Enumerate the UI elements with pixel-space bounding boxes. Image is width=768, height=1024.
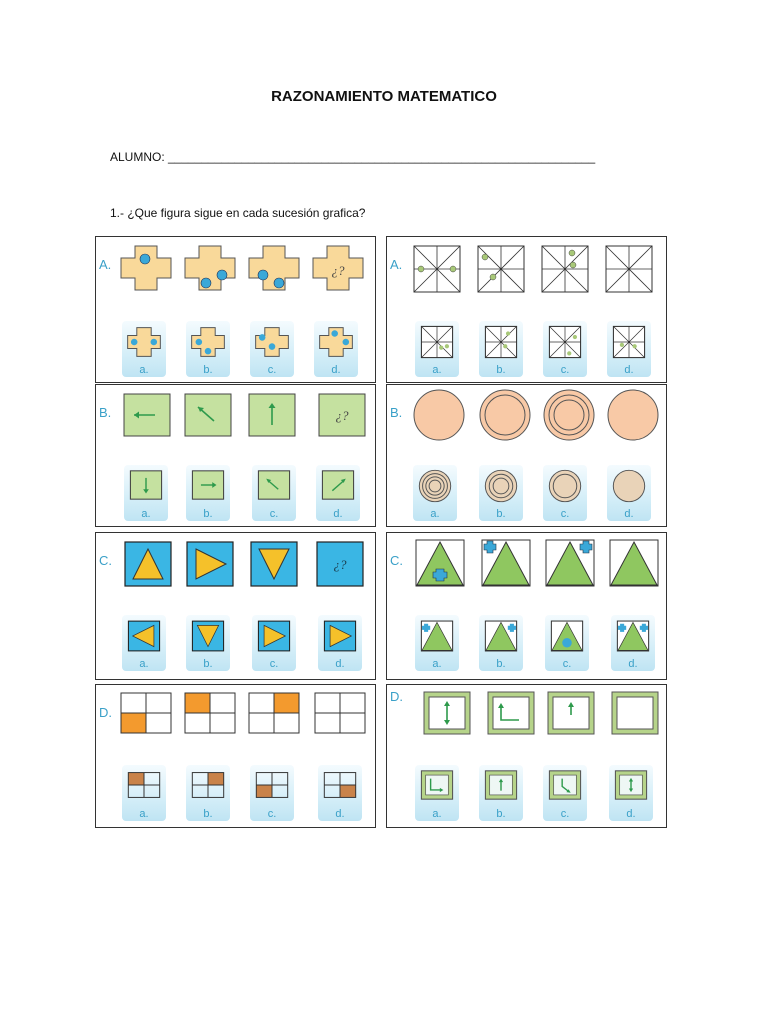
sequence-figure-1 [120, 245, 172, 291]
option-label: a. [430, 508, 440, 520]
sequence-figure-2 [184, 393, 232, 437]
sequence-figure-unknown [314, 692, 366, 734]
question-mark: ¿? [331, 263, 345, 278]
sequence-figure-3 [248, 393, 296, 437]
option-label: d. [624, 364, 634, 376]
option-c[interactable] [250, 321, 294, 377]
panel-right-b [386, 384, 667, 527]
option-a[interactable] [122, 765, 166, 821]
option-label: b. [203, 364, 213, 376]
panel-left-b [95, 384, 376, 527]
option-b[interactable] [186, 615, 230, 671]
option-label: d. [624, 508, 634, 520]
option-c[interactable] [545, 615, 589, 671]
sequence-figure-1 [415, 539, 465, 587]
sequence-figure-2 [184, 245, 236, 291]
panel-right-d [386, 684, 667, 828]
option-label: c. [267, 364, 277, 376]
question-mark: ¿? [335, 408, 349, 423]
sequence-figure-1 [413, 389, 465, 441]
option-a[interactable] [124, 465, 168, 521]
option-a[interactable] [122, 321, 166, 377]
option-d[interactable] [318, 615, 362, 671]
option-a[interactable] [122, 615, 166, 671]
sequence-figure-2 [487, 691, 535, 735]
option-label: a. [432, 364, 442, 376]
panel-label: A. [390, 257, 403, 272]
panel-left-c [95, 532, 376, 680]
option-label: d. [628, 658, 638, 670]
panel-left-d [95, 684, 376, 828]
panel-label: C. [99, 553, 112, 568]
panel-label: C. [390, 553, 403, 568]
question-1: 1.- ¿Que figura sigue en cada sucesión grafica? [110, 206, 366, 220]
option-label: c. [560, 364, 570, 376]
panel-right-a [386, 236, 667, 383]
sequence-figure-3 [541, 245, 589, 293]
option-label: c. [560, 508, 570, 520]
panel-label: D. [99, 705, 112, 720]
option-label: b. [203, 658, 213, 670]
option-a[interactable] [415, 765, 459, 821]
option-label: a. [141, 508, 151, 520]
option-b[interactable] [479, 321, 523, 377]
panel-label: D. [390, 689, 403, 704]
option-d[interactable] [607, 465, 651, 521]
option-label: b. [496, 808, 506, 820]
option-label: c. [562, 658, 572, 670]
option-d[interactable] [314, 321, 358, 377]
option-c[interactable] [543, 765, 587, 821]
sequence-figure-unknown [607, 389, 659, 441]
option-label: b. [203, 808, 213, 820]
sequence-figure-3 [545, 539, 595, 587]
option-a[interactable] [415, 321, 459, 377]
option-label: b. [496, 508, 506, 520]
student-name-line: ALUMNO: ________________________________________________________________ [110, 150, 596, 164]
sequence-figure-3 [547, 691, 595, 735]
sequence-figure-2 [481, 539, 531, 587]
option-d[interactable] [316, 465, 360, 521]
question-mark: ¿? [333, 557, 347, 572]
option-d[interactable] [318, 765, 362, 821]
option-a[interactable] [413, 465, 457, 521]
sequence-figure-3 [248, 245, 300, 291]
option-label: d. [626, 808, 636, 820]
option-label: c. [267, 808, 277, 820]
option-c[interactable] [543, 465, 587, 521]
option-label: b. [496, 364, 506, 376]
sequence-figure-2 [477, 245, 525, 293]
option-label: a. [139, 658, 149, 670]
sequence-figure-unknown [609, 539, 659, 587]
option-b[interactable] [479, 615, 523, 671]
option-b[interactable] [186, 765, 230, 821]
option-label: a. [139, 364, 149, 376]
option-c[interactable] [543, 321, 587, 377]
sequence-figure-3 [250, 541, 298, 587]
option-label: d. [335, 808, 345, 820]
panel-left-a [95, 236, 376, 383]
option-label: c. [269, 508, 279, 520]
panel-label: B. [390, 405, 403, 420]
sequence-figure-1 [123, 393, 171, 437]
sequence-figure-unknown [316, 541, 364, 587]
option-c[interactable] [252, 615, 296, 671]
option-d[interactable] [611, 615, 655, 671]
sequence-figure-2 [479, 389, 531, 441]
option-label: b. [203, 508, 213, 520]
option-label: a. [432, 658, 442, 670]
option-label: d. [333, 508, 343, 520]
page-title: RAZONAMIENTO MATEMATICO [271, 88, 497, 105]
option-c[interactable] [252, 465, 296, 521]
sequence-figure-3 [248, 692, 300, 734]
option-label: b. [496, 658, 506, 670]
sequence-figure-unknown [611, 691, 659, 735]
option-c[interactable] [250, 765, 294, 821]
sequence-figure-unknown [318, 393, 366, 437]
panel-label: B. [99, 405, 112, 420]
sequence-figure-unknown [605, 245, 653, 293]
option-label: c. [269, 658, 279, 670]
sequence-figure-unknown [312, 245, 364, 291]
option-b[interactable] [186, 465, 230, 521]
option-d[interactable] [609, 765, 653, 821]
sequence-figure-3 [543, 389, 595, 441]
sequence-figure-1 [413, 245, 461, 293]
sequence-figure-1 [423, 691, 471, 735]
option-label: a. [432, 808, 442, 820]
option-b[interactable] [479, 765, 523, 821]
panel-label: A. [99, 257, 112, 272]
sequence-figure-2 [184, 692, 236, 734]
option-label: d. [331, 364, 341, 376]
option-b[interactable] [186, 321, 230, 377]
sequence-figure-1 [120, 692, 172, 734]
option-label: d. [335, 658, 345, 670]
sequence-figure-1 [124, 541, 172, 587]
option-label: c. [560, 808, 570, 820]
option-a[interactable] [415, 615, 459, 671]
sequence-figure-2 [186, 541, 234, 587]
panel-right-c [386, 532, 667, 680]
option-d[interactable] [607, 321, 651, 377]
option-b[interactable] [479, 465, 523, 521]
option-label: a. [139, 808, 149, 820]
